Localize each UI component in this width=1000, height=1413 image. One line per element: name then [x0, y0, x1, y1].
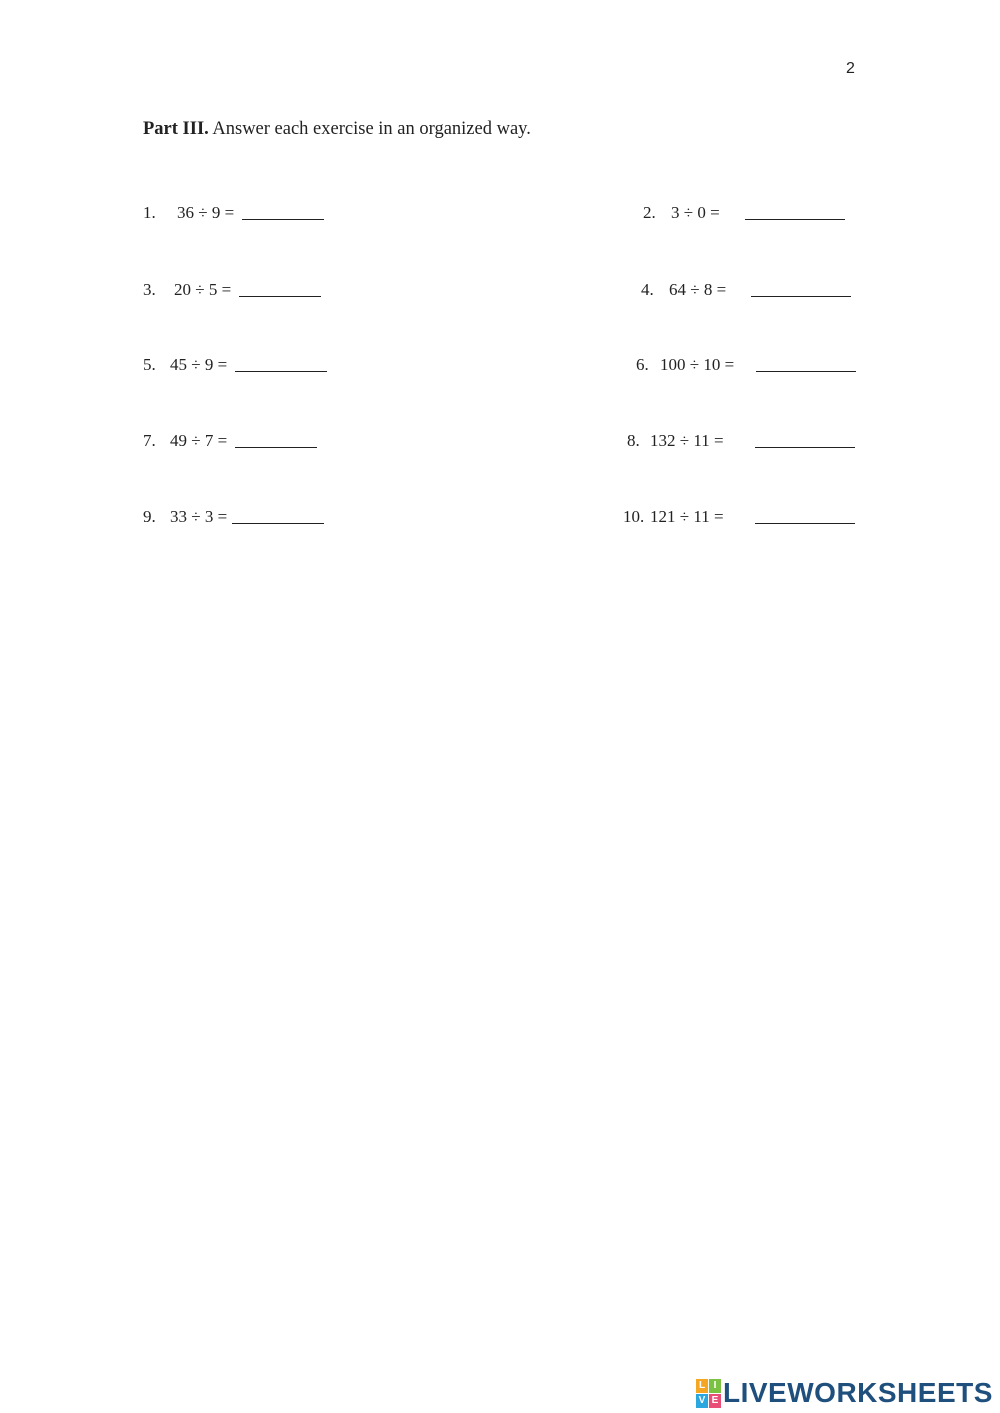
- exercise-number: 8.: [627, 431, 640, 450]
- logo-mark-tile: E: [709, 1394, 721, 1408]
- exercise-number: 1.: [143, 203, 156, 222]
- exercise-2: [643, 201, 845, 223]
- answer-blank[interactable]: [756, 355, 856, 372]
- logo-mark-icon: [696, 1379, 721, 1408]
- exercise-number: 3.: [143, 280, 156, 299]
- exercise-3: [143, 278, 321, 300]
- exercise-expression: 36 ÷ 9 =: [177, 203, 235, 222]
- exercise-9: [143, 505, 324, 527]
- logo-mark-tile: V: [696, 1394, 708, 1408]
- section-label: Part III.: [143, 119, 209, 139]
- answer-blank[interactable]: [751, 280, 851, 297]
- exercise-expression: 49 ÷ 7 =: [170, 431, 228, 450]
- answer-blank[interactable]: [755, 431, 855, 448]
- logo-mark-tile: L: [696, 1379, 708, 1393]
- section-heading: [143, 119, 531, 140]
- logo-mark-tile: I: [709, 1379, 721, 1393]
- exercise-number: 7.: [143, 431, 156, 450]
- exercise-1: [143, 201, 324, 223]
- answer-blank[interactable]: [235, 355, 327, 372]
- exercise-4: [641, 278, 851, 300]
- section-instruction: Answer each exercise in an organized way.: [208, 119, 531, 139]
- exercise-expression: 45 ÷ 9 =: [170, 355, 228, 374]
- exercise-number: 10.: [623, 507, 645, 526]
- answer-blank[interactable]: [235, 431, 317, 448]
- exercise-expression: 100 ÷ 10 =: [660, 355, 735, 374]
- exercise-8: [627, 429, 855, 451]
- exercise-number: 2.: [643, 203, 656, 222]
- exercise-6: [636, 353, 856, 375]
- exercise-10: [623, 505, 855, 527]
- answer-blank[interactable]: [239, 280, 321, 297]
- exercise-5: [143, 353, 327, 375]
- exercise-expression: 3 ÷ 0 =: [671, 203, 720, 222]
- answer-blank[interactable]: [232, 507, 324, 524]
- exercise-number: 4.: [641, 280, 654, 299]
- exercise-7: [143, 429, 317, 451]
- answer-blank[interactable]: [745, 203, 845, 220]
- answer-blank[interactable]: [242, 203, 324, 220]
- exercise-number: 9.: [143, 507, 156, 526]
- exercise-expression: 121 ÷ 11 =: [650, 507, 724, 526]
- exercise-expression: 64 ÷ 8 =: [669, 280, 727, 299]
- liveworksheets-logo[interactable]: [696, 1378, 993, 1408]
- exercise-number: 5.: [143, 355, 156, 374]
- exercise-expression: 33 ÷ 3 =: [170, 507, 228, 526]
- exercise-number: 6.: [636, 355, 649, 374]
- page-number: 2: [846, 60, 855, 77]
- answer-blank[interactable]: [755, 507, 855, 524]
- logo-text: LIVEWORKSHEETS: [723, 1377, 993, 1408]
- exercise-expression: 20 ÷ 5 =: [174, 280, 232, 299]
- exercise-expression: 132 ÷ 11 =: [650, 431, 724, 450]
